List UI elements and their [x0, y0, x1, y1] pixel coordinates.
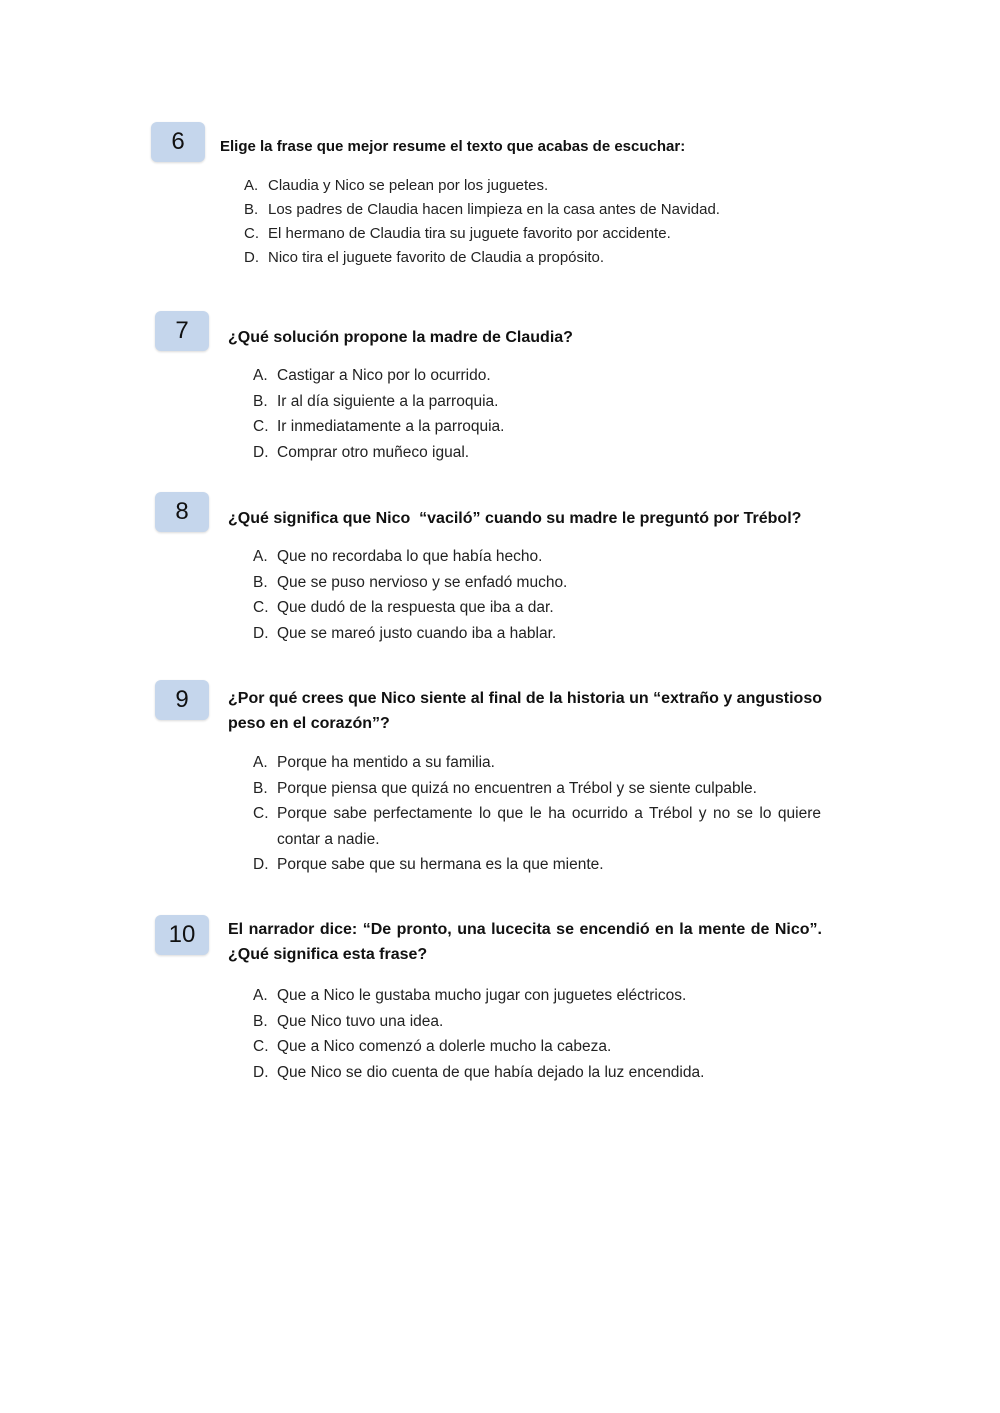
option-letter: C. — [253, 418, 269, 435]
option-letter: B. — [253, 573, 268, 591]
question-text: El narrador dice: “De pronto, una lucecita se encendió en la mente de Nico”. ¿Qué significa esta frase? — [228, 921, 822, 963]
option-c[interactable] — [253, 414, 813, 440]
option-letter: B. — [253, 392, 268, 410]
option-text: Claudia y Nico se pelean por los juguetes. — [268, 177, 549, 194]
option-b[interactable] — [253, 1009, 821, 1035]
option-letter: D. — [253, 1063, 269, 1081]
answer-options — [253, 363, 813, 465]
option-b[interactable] — [253, 389, 813, 415]
option-c[interactable] — [244, 222, 764, 246]
option-text: Que dudó de la respuesta que iba a dar. — [277, 599, 554, 616]
option-c[interactable] — [253, 1034, 821, 1060]
option-text: Que a Nico comenzó a dolerle mucho la cabeza. — [277, 1038, 612, 1055]
option-c[interactable] — [253, 595, 813, 621]
option-a[interactable] — [253, 750, 821, 776]
option-text: Que Nico se dio cuenta de que había dejado la luz encendida. — [277, 1063, 705, 1081]
option-text: Los padres de Claudia hacen limpieza en la casa antes de Navidad. — [268, 201, 720, 218]
option-letter: A. — [253, 548, 268, 565]
option-text: Comprar otro muñeco igual. — [277, 443, 470, 461]
option-b[interactable] — [253, 570, 813, 596]
question-number-badge: 8 — [155, 492, 209, 532]
option-text: Que Nico tuvo una idea. — [277, 1012, 444, 1030]
option-letter: A. — [244, 177, 259, 194]
option-letter: B. — [253, 1012, 268, 1030]
option-letter: C. — [244, 225, 259, 242]
answer-options — [253, 544, 813, 646]
option-a[interactable] — [253, 544, 813, 570]
option-a[interactable] — [244, 174, 764, 198]
option-letter: D. — [253, 856, 269, 873]
option-text: Que se puso nervioso y se enfadó mucho. — [277, 573, 568, 591]
option-letter: C. — [253, 599, 269, 616]
option-text: Nico tira el juguete favorito de Claudia a propósito. — [268, 249, 605, 266]
option-letter: D. — [253, 624, 269, 642]
option-letter: D. — [244, 249, 259, 266]
option-text: Que no recordaba lo que había hecho. — [277, 548, 543, 565]
option-text: Que se mareó justo cuando iba a hablar. — [277, 624, 557, 642]
option-text: Porque sabe que su hermana es la que miente. — [277, 856, 604, 873]
option-d[interactable] — [253, 440, 813, 466]
question-text: ¿Qué solución propone la madre de Claudia? — [228, 329, 573, 346]
answer-options — [253, 983, 821, 1085]
question-number-badge: 9 — [155, 680, 209, 720]
option-letter: C. — [253, 805, 269, 822]
option-b[interactable] — [253, 776, 821, 802]
option-a[interactable] — [253, 363, 813, 389]
option-d[interactable] — [253, 852, 821, 878]
option-letter: C. — [253, 1038, 269, 1055]
option-text: El hermano de Claudia tira su juguete favorito por accidente. — [268, 225, 671, 242]
option-a[interactable] — [253, 983, 821, 1009]
question-number-badge: 7 — [155, 311, 209, 351]
question-number-badge: 10 — [155, 915, 209, 955]
option-text: Castigar a Nico por lo ocurrido. — [277, 367, 491, 384]
option-text: Porque sabe perfectamente lo que le ha ocurrido a Trébol y no se lo quiere contar a nadie. — [277, 805, 821, 848]
question-text: ¿Por qué crees que Nico siente al final de la historia un “extraño y angustioso peso en el corazón”? — [228, 690, 822, 732]
option-b[interactable] — [244, 198, 764, 222]
question-text: Elige la frase que mejor resume el texto que acabas de escuchar: — [220, 138, 686, 155]
option-letter: A. — [253, 754, 268, 771]
option-c[interactable] — [253, 801, 821, 852]
option-text: Ir al día siguiente a la parroquia. — [277, 392, 499, 410]
option-letter: A. — [253, 367, 268, 384]
option-text: Ir inmediatamente a la parroquia. — [277, 418, 505, 435]
option-text: Porque piensa que quizá no encuentren a Trébol y se siente culpable. — [277, 779, 757, 797]
question-number-badge: 6 — [151, 122, 205, 162]
question-text: ¿Qué significa que Nico “vaciló” cuando su madre le preguntó por Trébol? — [228, 510, 802, 527]
option-d[interactable] — [253, 1060, 821, 1086]
answer-options — [253, 750, 821, 878]
option-d[interactable] — [253, 621, 813, 647]
option-text: Porque ha mentido a su familia. — [277, 754, 495, 771]
option-letter: A. — [253, 987, 268, 1004]
option-letter: B. — [244, 201, 259, 218]
answer-options — [244, 174, 764, 270]
option-letter: B. — [253, 779, 268, 797]
option-d[interactable] — [244, 246, 764, 270]
option-letter: D. — [253, 443, 269, 461]
option-text: Que a Nico le gustaba mucho jugar con juguetes eléctricos. — [277, 987, 687, 1004]
